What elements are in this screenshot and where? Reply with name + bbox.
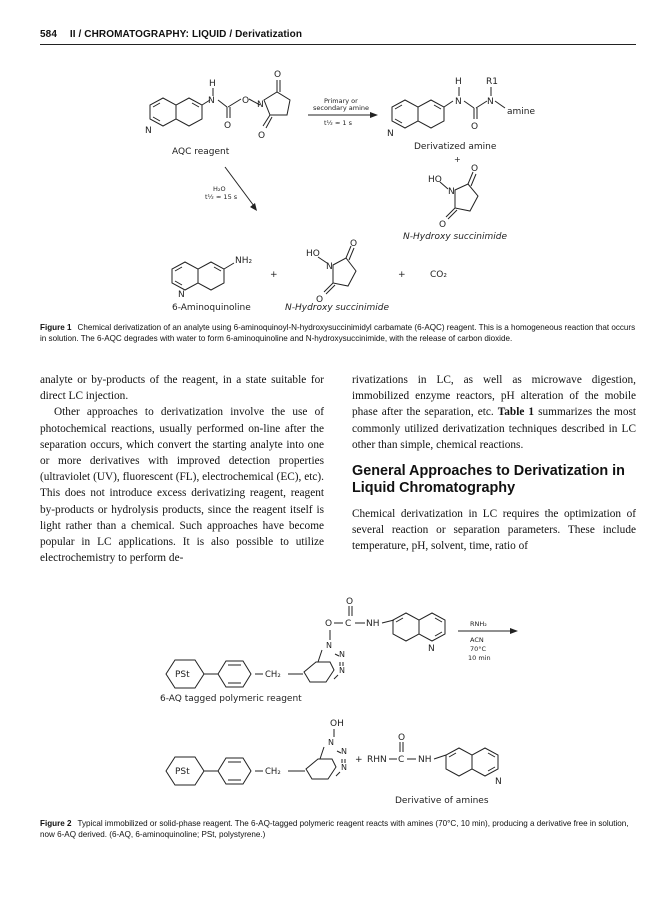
f2-benzotriazole-1: [304, 650, 343, 682]
product-r1: R1: [486, 77, 498, 87]
figure-1-caption-text: Chemical derivatization of an analyte using 6-aminoquinoyl-N-hydroxysuccinimidyl carbamate (6-AQC) reagent. This is a homogeneous reaction that occurs in solution. The 6-AQC degrades with water to form 6-aminoquinoline and N-hydroxysuccinimide, with the release of carbon dioxide.: [40, 323, 636, 343]
nhs-bottom-o-bottom: O: [316, 295, 324, 305]
f2-product-c: C: [398, 755, 405, 765]
f2-rhn: RHN: [367, 755, 387, 765]
aminoquinoline-ring: [172, 262, 234, 290]
f2-benzene-2: [218, 758, 251, 784]
f2-pst-1: PSt: [175, 670, 190, 680]
product-o: O: [471, 122, 479, 132]
product-n1: N: [455, 97, 462, 107]
product-h: H: [455, 77, 462, 87]
f2-arrow-temp: 70°C: [470, 645, 487, 653]
f2-bt2-n1: N: [328, 738, 334, 747]
left-paragraph-2: Other approaches to derivatization involve the use of photochemical reactions, usually performed on-line after the separation occurs, which convert the starting analyte into one or more derivatives with improved detection properties (ultraviolet (UV), fluorescent (FL), electrochemical (EC), etc). This does not introduce excess derivatizing reagent, reagent by-products or hydrolysis products, since the reagent itself is light rather than a chemical. Such approaches have become popular in LC applications. It is also possible to utilize electrochemistry to perform de-: [40, 406, 324, 565]
f2-bt1-n3: N: [339, 666, 345, 675]
f2-bt1-n1: N: [326, 641, 332, 650]
figure-2-caption: [40, 818, 636, 840]
aqc-ester-o: O: [242, 96, 250, 106]
co2: CO₂: [430, 270, 447, 280]
aqc-h: H: [209, 79, 216, 89]
f2-c: C: [345, 619, 352, 629]
figure-1-caption-label: Figure 1: [40, 323, 72, 332]
figure-1-scheme: [0, 0, 668, 320]
f2-product-label: Derivative of amines: [395, 796, 489, 806]
figure-1-caption: [40, 322, 636, 344]
f2-quinoline-2-n: N: [495, 777, 502, 787]
arrow-halflife: t½ ≈ 1 s: [324, 119, 353, 127]
f2-reagent-label: 6-AQ tagged polymeric reagent: [160, 694, 302, 704]
nhs-right-o-bottom: O: [439, 220, 447, 230]
reaction-arrowhead: [370, 112, 378, 118]
f2-quinoline-1: [393, 613, 445, 641]
aminoquinoline-label: 6-Aminoquinoline: [172, 303, 251, 313]
aqc-succ-o-bottom: O: [258, 131, 266, 141]
f2-reaction-arrowhead: [510, 628, 518, 634]
plus-2: +: [398, 270, 406, 280]
f2-arrow-time: 10 min: [468, 654, 491, 662]
f2-quinoline-2: [446, 748, 498, 776]
right-paragraph-1-b: summarizes the most commonly utilized derivatization techniques described in LC other than simple, chemical reactions.: [352, 406, 636, 451]
right-column: [352, 372, 636, 555]
aqc-succ-n: N: [257, 100, 264, 110]
f2-arrow-top: RNH₂: [470, 620, 487, 628]
f2-product-o: O: [398, 733, 406, 743]
f2-ester-o: O: [325, 619, 333, 629]
f2-nh-ring-bond: [382, 620, 394, 623]
right-paragraph-2: Chemical derivatization in LC requires the optimization of several reaction or separation parameters. These include temperature, pH, solvent, time, ratio of: [352, 508, 636, 553]
aqc-reagent-label: AQC reagent: [172, 147, 230, 157]
aminoquinoline-n: N: [178, 290, 185, 300]
f2-oh: OH: [330, 719, 344, 729]
f2-carbonyl-o: O: [346, 597, 354, 607]
f2-bt1-n2: N: [339, 650, 345, 659]
nhs-bottom-n: N: [326, 262, 333, 272]
f2-arrow-acn: ACN: [470, 636, 484, 644]
right-paragraph-1-a: rivatizations in LC, as well as microwave digestion, immobilized enzyme reactors, pH alteration of the mobile phase after the separation, etc.: [352, 374, 636, 419]
aqc-carbonyl-o: O: [224, 121, 232, 131]
arrow-condition-2: secondary amine: [313, 104, 369, 112]
nhs-right-o-top: O: [471, 164, 479, 174]
nhs-bottom-ho: HO: [306, 249, 320, 259]
plus-1: +: [270, 270, 278, 280]
f2-ch2-2: CH₂: [265, 767, 281, 777]
aqc-quinoline-ring: [150, 98, 202, 126]
f2-plus: +: [355, 755, 363, 765]
hydrolysis-halflife: t½ ≈ 15 s: [205, 193, 238, 201]
nhs-bottom-ring: [318, 246, 356, 294]
right-paragraph-1: [352, 372, 636, 453]
product-amine: amine: [507, 107, 536, 117]
figure-2-caption-text: Typical immobilized or solid-phase reagent. The 6-AQ-tagged polymeric reagent reacts with amines (70°C, 10 min), producing a derivative free in solution, now 6-AQ derived. (6-AQ, 6-aminoquinoline; PSt, polystyrene.): [40, 819, 629, 839]
f2-quinoline-1-n: N: [428, 644, 435, 654]
nhs-bottom-label: N-Hydroxy succinimide: [285, 303, 390, 313]
hydrolysis-arrowhead: [250, 203, 257, 211]
product-n2: N: [487, 97, 494, 107]
left-paragraph-1: analyte or by-products of the reagent, in a state suitable for direct LC injection.: [40, 374, 324, 403]
product-label: Derivatized amine: [414, 142, 497, 152]
aqc-nh-n: N: [208, 96, 215, 106]
product-ring-n: N: [387, 129, 394, 139]
section-heading: General Approaches to Derivatization in Liquid Chromatography: [352, 463, 625, 497]
f2-product-nh: NH: [418, 755, 432, 765]
aqc-ring-n: N: [145, 126, 152, 136]
product-quinoline-ring: [392, 87, 505, 128]
f2-nh: NH: [366, 619, 380, 629]
running-title: II / CHROMATOGRAPHY: LIQUID / Derivatization: [69, 29, 303, 40]
page-number: 584: [40, 29, 57, 40]
nhs-right-n: N: [448, 187, 455, 197]
nhs-bottom-o-top: O: [350, 239, 358, 249]
f2-benzene-1: [218, 661, 251, 687]
figure-2-scheme: [0, 590, 668, 820]
f2-nh-ring-bond-2: [434, 755, 446, 759]
hydrolysis-water: H₂O: [213, 185, 226, 193]
table-1-link[interactable]: Table 1: [497, 406, 535, 419]
f2-bt2-n2: N: [341, 747, 347, 756]
nhs-right-label: N-Hydroxy succinimide: [403, 232, 508, 242]
f2-bt2-n3: N: [341, 763, 347, 772]
left-column: [40, 372, 324, 566]
f2-benzotriazole-2: [306, 747, 345, 779]
aqc-succ-o-top: O: [274, 70, 282, 80]
nhs-right-ring: [440, 172, 478, 219]
f2-pst-2: PSt: [175, 767, 190, 777]
aminoquinoline-nh2: NH₂: [235, 256, 253, 266]
product-plus: +: [454, 155, 461, 164]
arrow-condition-1: Primary or: [324, 97, 358, 105]
f2-ch2-1: CH₂: [265, 670, 281, 680]
figure-2-caption-label: Figure 2: [40, 819, 72, 828]
nhs-right-ho: HO: [428, 175, 442, 185]
